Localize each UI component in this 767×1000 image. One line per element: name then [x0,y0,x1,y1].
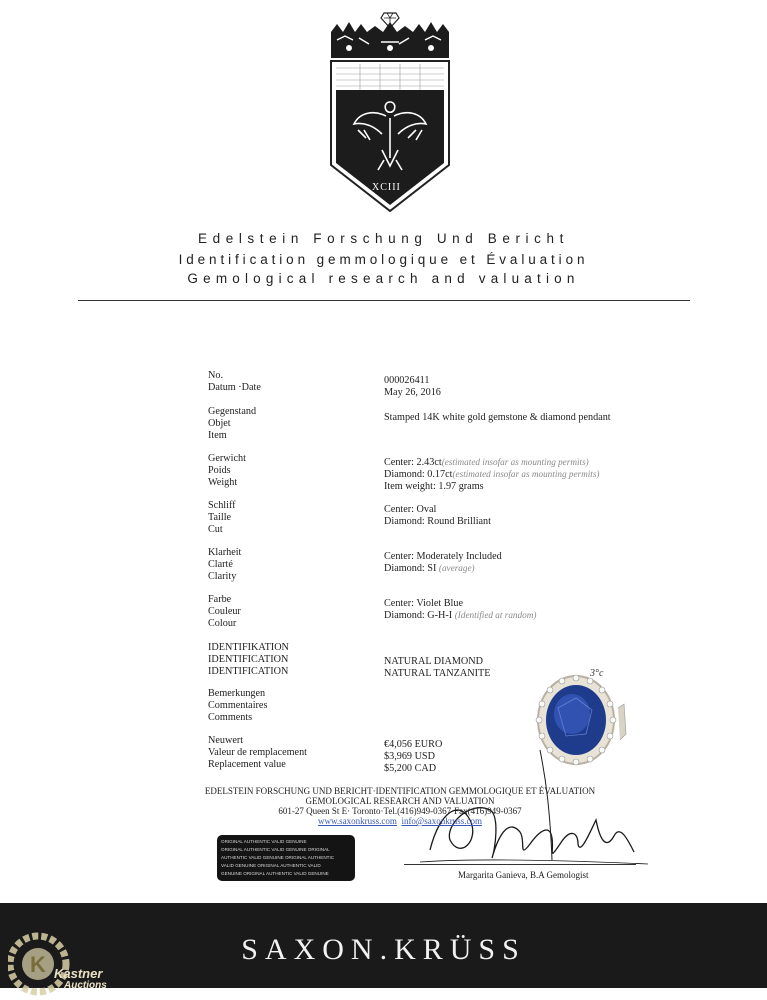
weight-labels: Gerwicht Poids Weight [208,453,246,488]
gemologist-name: Margarita Ganieva, B.A Gemologist [458,870,589,880]
handwritten-note: 3°c [590,668,604,679]
watermark-word: Kastner [54,966,103,981]
heading-english: Gemological research and valuation [187,271,580,286]
svg-text:VALID GENUINE ORIGINAL AUTHENT: VALID GENUINE ORIGINAL AUTHENTIC VALID [221,863,321,868]
signature-line [404,864,636,865]
cut-values: Center: Oval Diamond: Round Brilliant [384,504,491,527]
website-link[interactable]: www.saxonkruss.com [318,816,397,826]
svg-text:ORIGINAL AUTHENTIC VALID GENUI: ORIGINAL AUTHENTIC VALID GENUINE ORIGINAL [221,847,330,852]
crown-crest-icon [329,10,451,60]
footer-line-1: EDELSTEIN FORSCHUNG UND BERICHT·IDENTIFICATION GEMMOLOGIQUE ET ÉVALUATION [204,786,596,796]
svg-text:AUTHENTIC VALID GENUINE ORIGIN: AUTHENTIC VALID GENUINE ORIGINAL AUTHENTIC [221,855,335,860]
identification-labels: IDENTIFIKATION IDENTIFICATION IDENTIFICATION [208,642,289,677]
item-labels: Gegenstand Objet Item [208,406,257,441]
replacement-labels: Neuwert Valeur de remplacement Replacement value [208,735,307,770]
colour-values: Center: Violet Blue Diamond: G-H-I (Identified at random) [384,598,537,621]
footer-line-2: GEMOLOGICAL RESEARCH AND VALUATION [305,796,495,806]
replacement-values: €4,056 EURO $3,969 USD $5,200 CAD [384,739,443,774]
svg-text:K: K [30,952,46,977]
footer-address: 601-27 Queen St E· Toronto·Tel.(416)949-0367·Fax(416)949-0367 [278,806,522,816]
brand-name: SAXON.KRÜSS [241,933,526,966]
brand-banner [0,903,767,988]
number-date-values: 000026411 May 26, 2016 [384,375,441,398]
heading-divider [78,300,690,301]
cut-labels: Schliff Taille Cut [208,500,236,535]
hologram-text: ORIGINAL AUTHENTIC VALID GENUINE [221,839,307,844]
footer-contacts [0,816,767,827]
heading-german: Edelstein Forschung Und Bericht [198,231,569,246]
item-value: Stamped 14K white gold gemstone & diamond pendant [384,412,611,423]
clarity-values: Center: Moderately Included Diamond: SI (average) [384,551,502,574]
email-link[interactable]: info@saxonkruss.com [401,816,482,826]
identification-values: NATURAL DIAMOND NATURAL TANZANITE [384,656,491,679]
clarity-labels: Klarheit Clarté Clarity [208,547,242,582]
comments-labels: Bemerkungen Commentaires Comments [208,688,268,723]
weight-values: Center: 2.43ct(estimated insofar as mounting permits) Diamond: 0.17ct(estimated insofar as mounting permits) Item weight: 1.97 grams [384,457,600,492]
crest-numeral: XCIII [372,182,401,193]
heading-french: Identification gemmologique et Évaluation [178,252,589,267]
number-date-labels: No. Datum ·Date [208,370,261,393]
svg-text:GENUINE ORIGINAL AUTHENTIC VAL: GENUINE ORIGINAL AUTHENTIC VALID GENUINE [221,871,329,876]
colour-labels: Farbe Couleur Colour [208,594,241,629]
hologram-sticker [217,835,355,881]
watermark-word-2: Auctions [64,980,107,991]
